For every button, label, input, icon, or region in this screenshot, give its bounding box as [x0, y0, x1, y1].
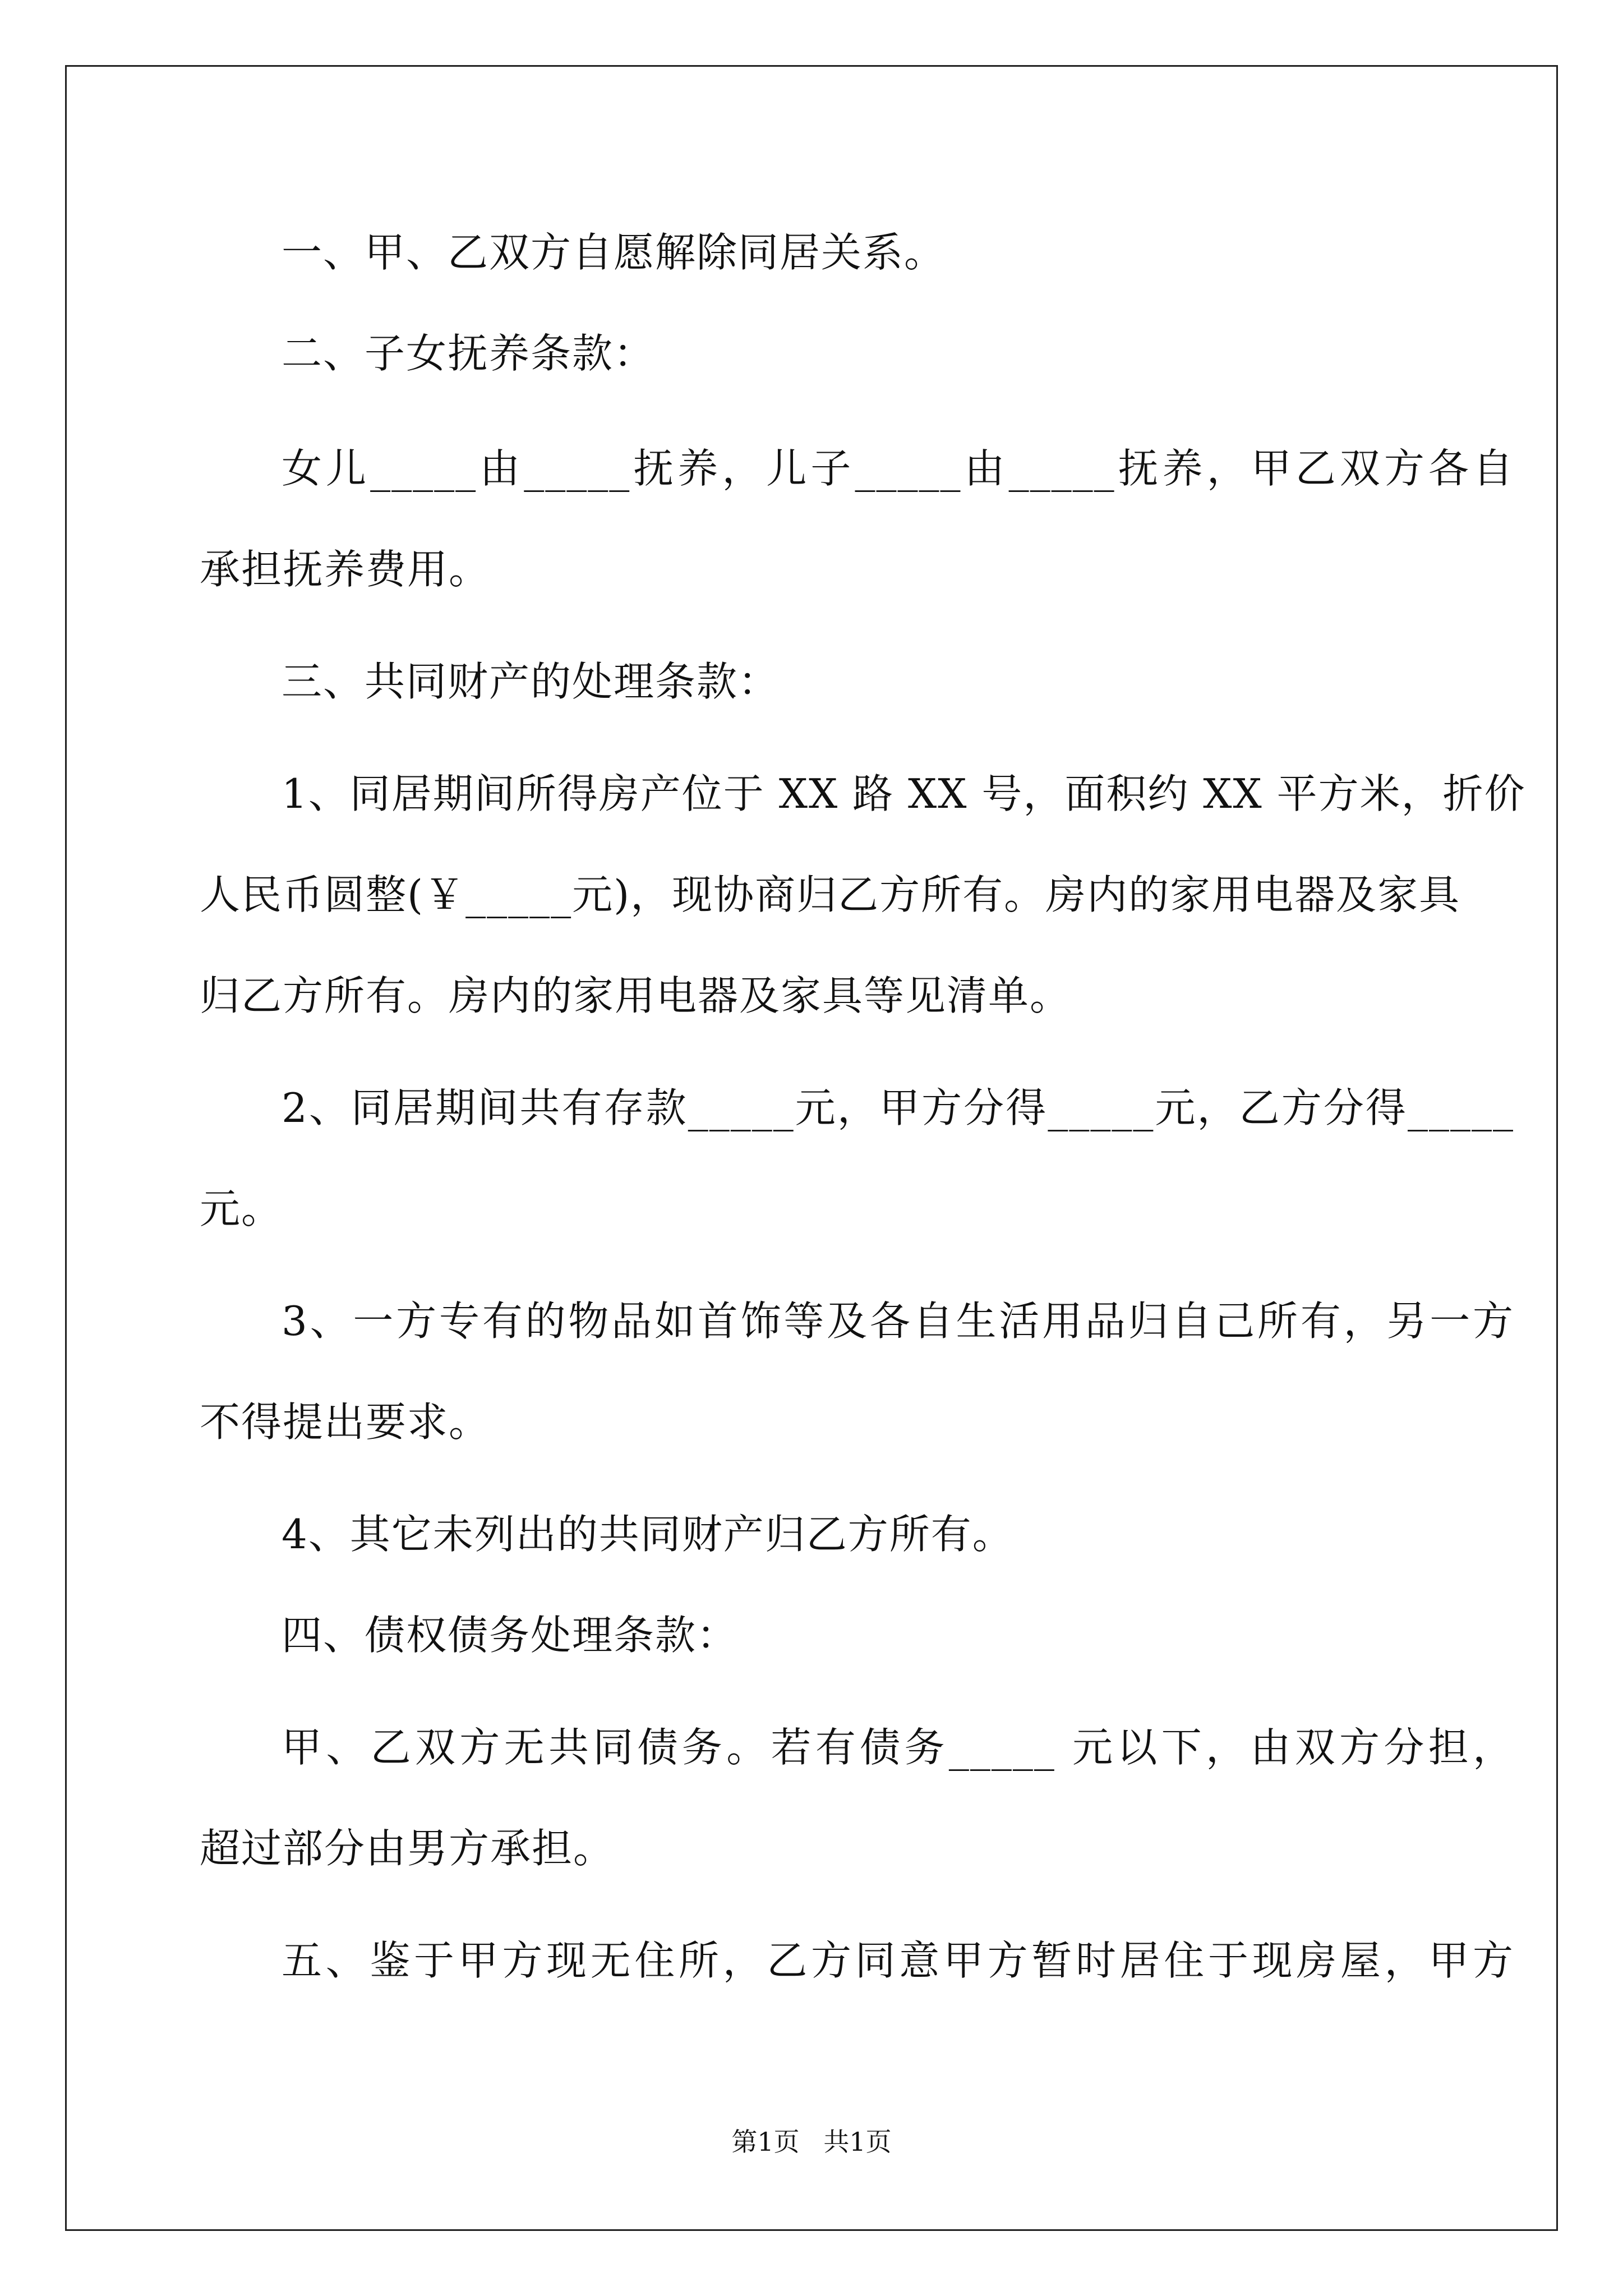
clause-4-text-line-2: 超过部分由男方承担。	[200, 1825, 615, 1872]
clause-3-item-2-line-2: 元。	[200, 1185, 283, 1232]
clause-1: 一、甲、乙双方自愿解除同居关系。	[282, 229, 946, 276]
page-total: 共1页	[823, 2127, 892, 2157]
clause-3-item-3-line-1: 3、一方专有的物品如首饰等及各自生活用品归自己所有，另一方	[282, 1297, 1514, 1345]
clause-2-text-line-2: 承担抚养费用。	[200, 546, 491, 593]
clause-5-text-line-1: 五、鉴于甲方现无住所，乙方同意甲方暂时居住于现房屋，甲方	[282, 1937, 1514, 1984]
clause-4-heading: 四、债权债务处理条款：	[282, 1612, 739, 1659]
clause-3-item-1-line-1: 1、同居期间所得房产位于 XX 路 XX 号，面积约 XX 平方米，折价	[282, 770, 1526, 817]
clause-2-heading: 二、子女抚养条款：	[282, 330, 656, 377]
clause-3-item-1-line-3: 归乙方所有。房内的家用电器及家具等见清单。	[200, 972, 1072, 1019]
clause-4-text-line-1: 甲、乙双方无共同债务。若有债务_____ 元以下，由双方分担，	[282, 1724, 1514, 1771]
page-footer	[0, 2125, 1623, 2159]
clause-3-item-4: 4、其它未列出的共同财产归乙方所有。	[282, 1511, 1014, 1558]
clause-3-heading: 三、共同财产的处理条款：	[282, 658, 780, 705]
page-border	[65, 65, 1558, 2231]
clause-2-text-line-1: 女儿_____由_____抚养，儿子_____由_____抚养，甲乙双方各自	[282, 445, 1514, 492]
clause-3-item-1-line-2: 人民币圆整(￥_____元)，现协商归乙方所有。房内的家用电器及家具	[200, 871, 1461, 918]
clause-3-item-3-line-2: 不得提出要求。	[200, 1398, 491, 1446]
page-number: 第1页	[731, 2127, 800, 2157]
clause-3-item-2-line-1: 2、同居期间共有存款_____元，甲方分得_____元，乙方分得_____	[282, 1084, 1514, 1131]
